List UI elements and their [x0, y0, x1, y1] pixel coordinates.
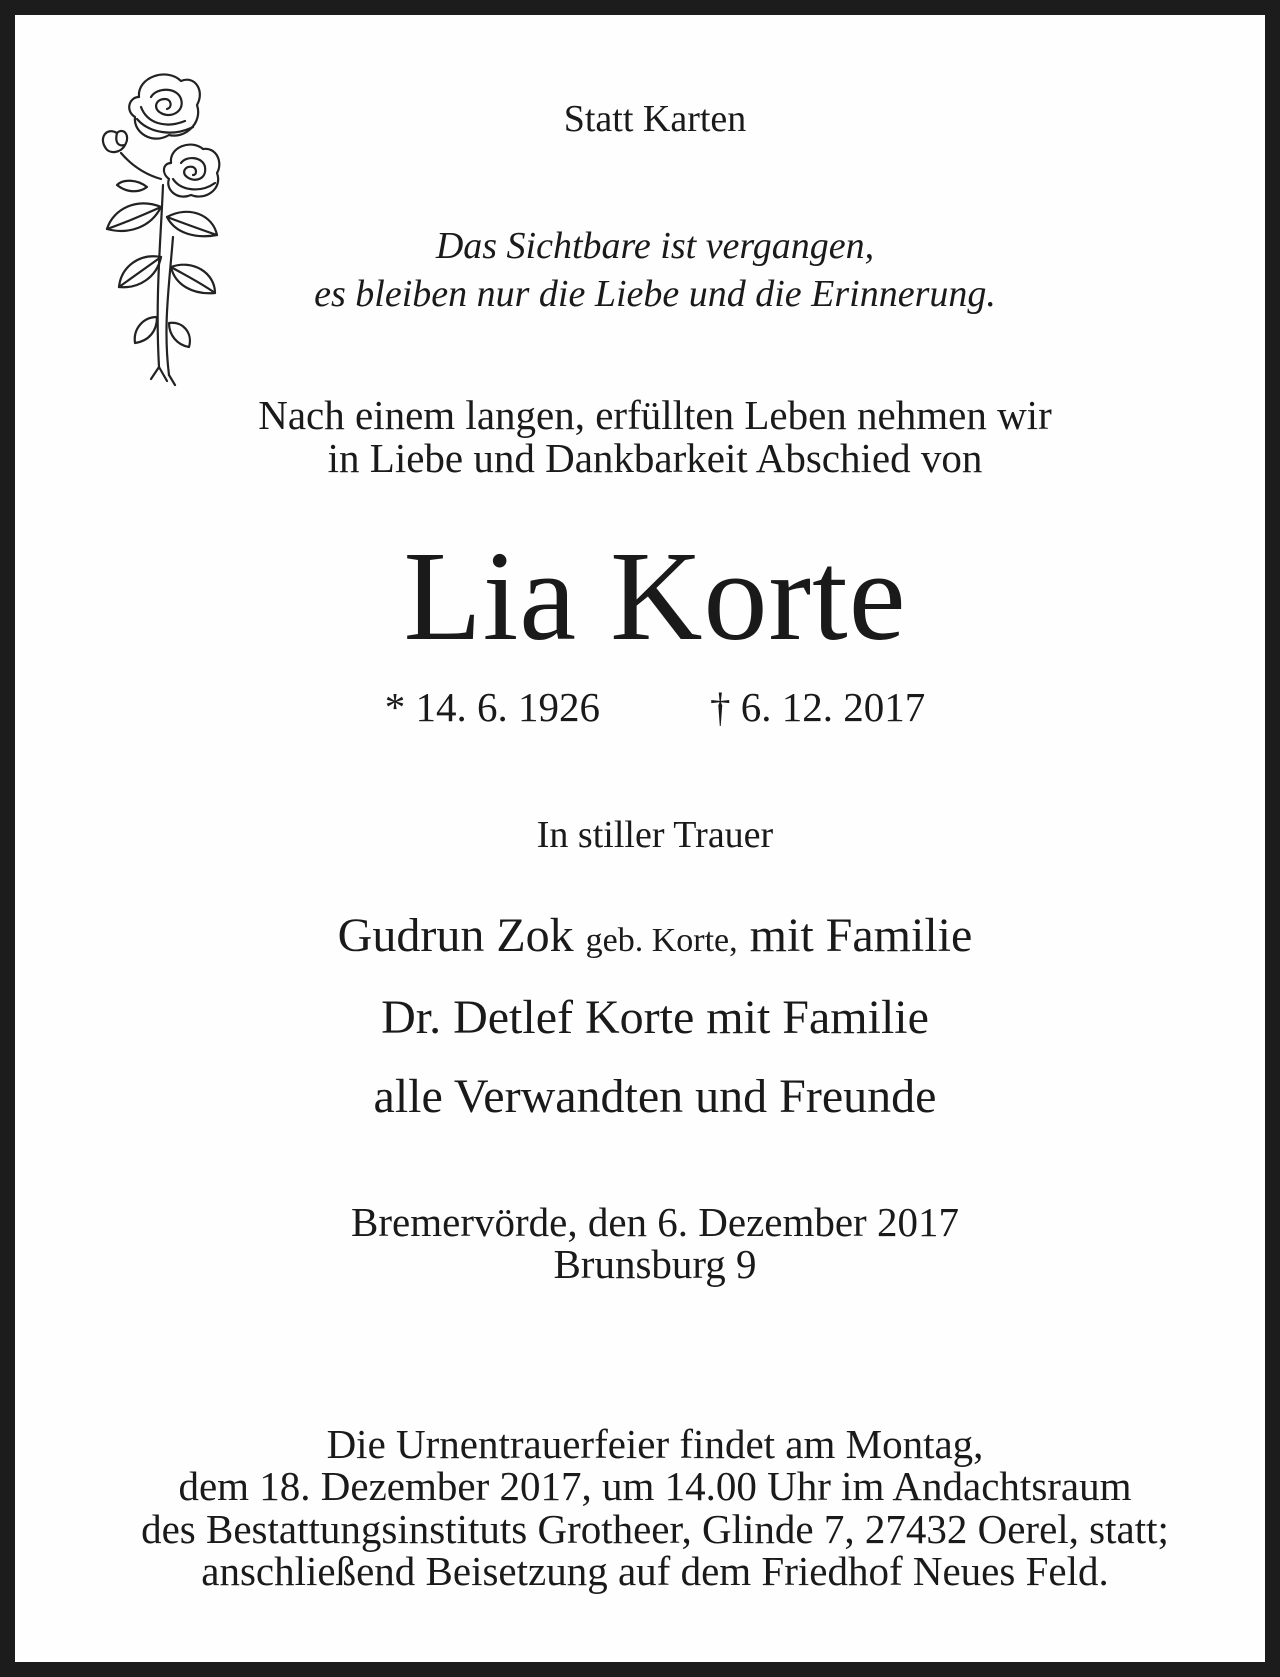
birth-name: geb. Korte,	[585, 922, 738, 959]
birth-date: * 14. 6. 1926	[384, 684, 600, 730]
family-line-3: alle Verwandten und Freunde	[373, 1070, 937, 1123]
service-line-1: Die Urnentrauerfeier findet am Montag,	[326, 1421, 984, 1467]
header-statt-karten: Statt Karten	[563, 98, 747, 140]
intro-line-2: in Liebe und Dankbarkeit Abschied von	[327, 435, 983, 481]
mourning-line: In stiller Trauer	[536, 814, 774, 856]
place-date-line: Bremervörde, den 6. Dezember 2017	[351, 1199, 959, 1245]
quote-line-1: Das Sichtbare ist vergangen,	[435, 225, 875, 267]
death-date: † 6. 12. 2017	[710, 684, 926, 730]
intro-line-1: Nach einem langen, erfüllten Leben nehmen wir	[258, 392, 1052, 438]
family-line-2: Dr. Detlef Korte mit Familie	[381, 991, 929, 1044]
service-line-4: anschließend Beisetzung auf dem Friedhof Neues Feld.	[201, 1548, 1109, 1594]
service-line-3: des Bestattungsinstituts Grotheer, Glinde 7, 27432 Oerel, statt;	[141, 1506, 1169, 1552]
deceased-name: Lia Korte	[403, 525, 907, 667]
quote-line-2: es bleiben nur die Liebe und die Erinnerung.	[314, 273, 996, 315]
life-dates	[15, 683, 1280, 731]
address-line: Brunsburg 9	[553, 1241, 757, 1287]
service-line-2: dem 18. Dezember 2017, um 14.00 Uhr im Andachtsraum	[178, 1463, 1132, 1509]
family-member-name: Gudrun Zok	[337, 909, 574, 962]
family-suffix: mit Familie	[749, 909, 973, 962]
family-line-1	[15, 908, 1280, 963]
